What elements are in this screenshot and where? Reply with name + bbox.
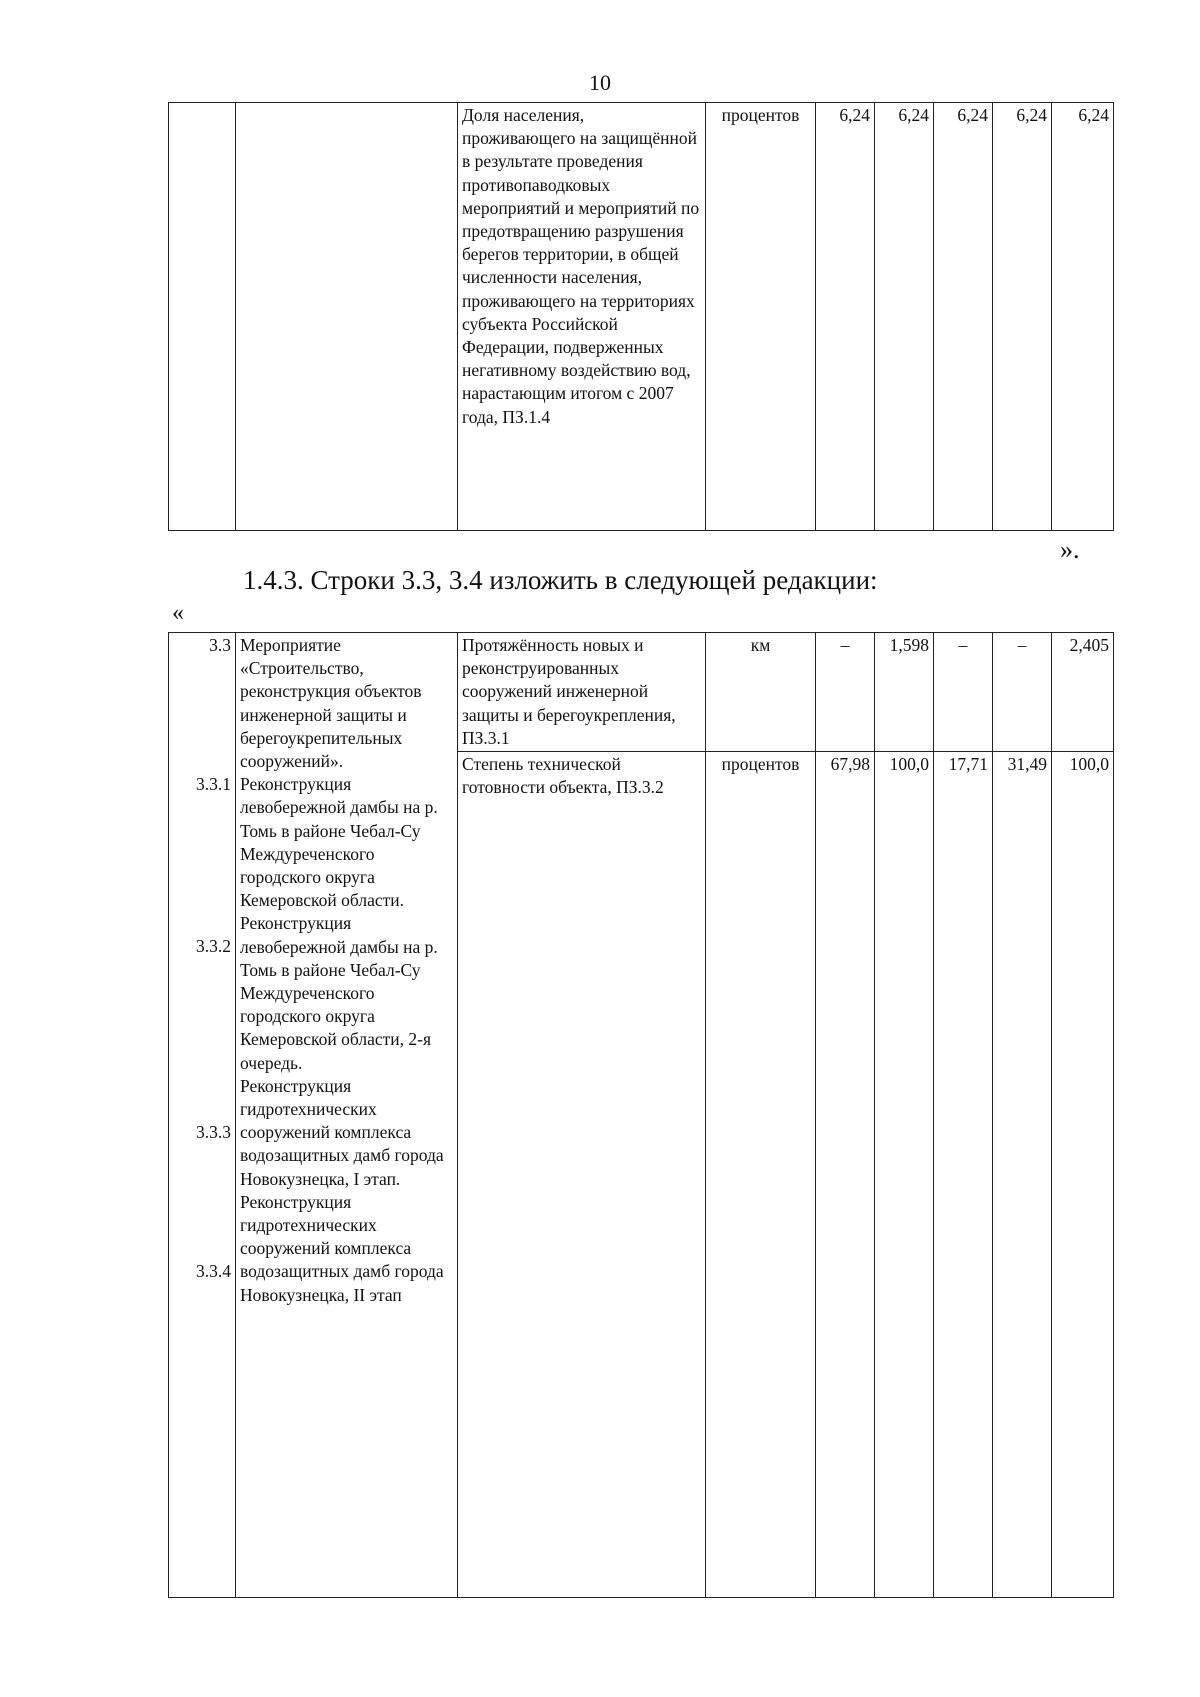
sub-item-name: Реконструкция гидротехнических сооружений комплекса водозащитных дамб города Новокузнецка, II этап [240,1191,444,1305]
indicator-cell: Протяжённость новых и реконструированных сооружений инженерной защиты и берегоукрепления, ПЗ.3.1 [458,633,706,752]
table-row [169,633,1114,752]
page-number: 10 [589,70,611,95]
sub-item-code: 3.3.2 [196,936,231,957]
sub-item-code: 3.3.3 [196,1121,231,1142]
code-cell [169,633,236,1598]
row-name: Мероприятие «Строительство, реконструкция объектов инженерной защиты и берегоукрепительных сооружений». [240,635,422,772]
value-cell: – [934,633,993,752]
unit-cell: процентов [706,752,816,1598]
value-cell: – [816,633,875,752]
name-cell [236,633,458,1598]
opening-quote: « [172,600,184,626]
name-cell [236,103,458,531]
table-top [168,102,1114,531]
value-cell: 100,0 [1052,752,1114,1598]
unit-cell: км [706,633,816,752]
row-code: 3.3 [209,635,231,655]
table-row [169,103,1114,531]
indicator-cell: Доля населения, проживающего на защищённой в результате проведения противопаводковых мероприятий и мероприятий по предотвращению разрушения берегов территории, в общей численности населения, проживающего на территориях субъекта Российской Федерации, подверженных негативному воздействию вод, нарастающим итогом с 2007 года, ПЗ.1.4 [458,103,706,531]
table-bottom [168,632,1114,1598]
value-cell: 31,49 [993,752,1052,1598]
sub-item-name: Реконструкция левобережной дамбы на р. Томь в районе Чебал-Су Междуреченского городского округа Кемеровской области. [240,774,438,911]
instruction-heading: 1.4.3. Строки 3.3, 3.4 изложить в следующей редакции: [243,565,878,595]
value-cell: 2,405 [1052,633,1114,752]
closing-quote: ». [1060,535,1080,564]
sub-item-code: 3.3.4 [196,1260,231,1281]
sub-item-code: 3.3.1 [196,774,231,795]
value-cell: 67,98 [816,752,875,1598]
value-cell: 6,24 [934,103,993,531]
value-cell: – [993,633,1052,752]
sub-item-name: Реконструкция гидротехнических сооружений комплекса водозащитных дамб города Новокузнецка, I этап. [240,1075,444,1189]
value-cell: 6,24 [1052,103,1114,531]
value-cell: 17,71 [934,752,993,1598]
value-cell: 100,0 [875,752,934,1598]
code-cell [169,103,236,531]
value-cell: 1,598 [875,633,934,752]
value-cell: 6,24 [816,103,875,531]
value-cell: 6,24 [875,103,934,531]
value-cell: 6,24 [993,103,1052,531]
unit-cell: процентов [706,103,816,531]
sub-item-name: Реконструкция левобережной дамбы на р. Томь в районе Чебал-Су Междуреченского городского округа Кемеровской области, 2-я очередь. [240,913,438,1073]
indicator-cell: Степень технической готовности объекта, ПЗ.3.2 [458,752,706,1598]
